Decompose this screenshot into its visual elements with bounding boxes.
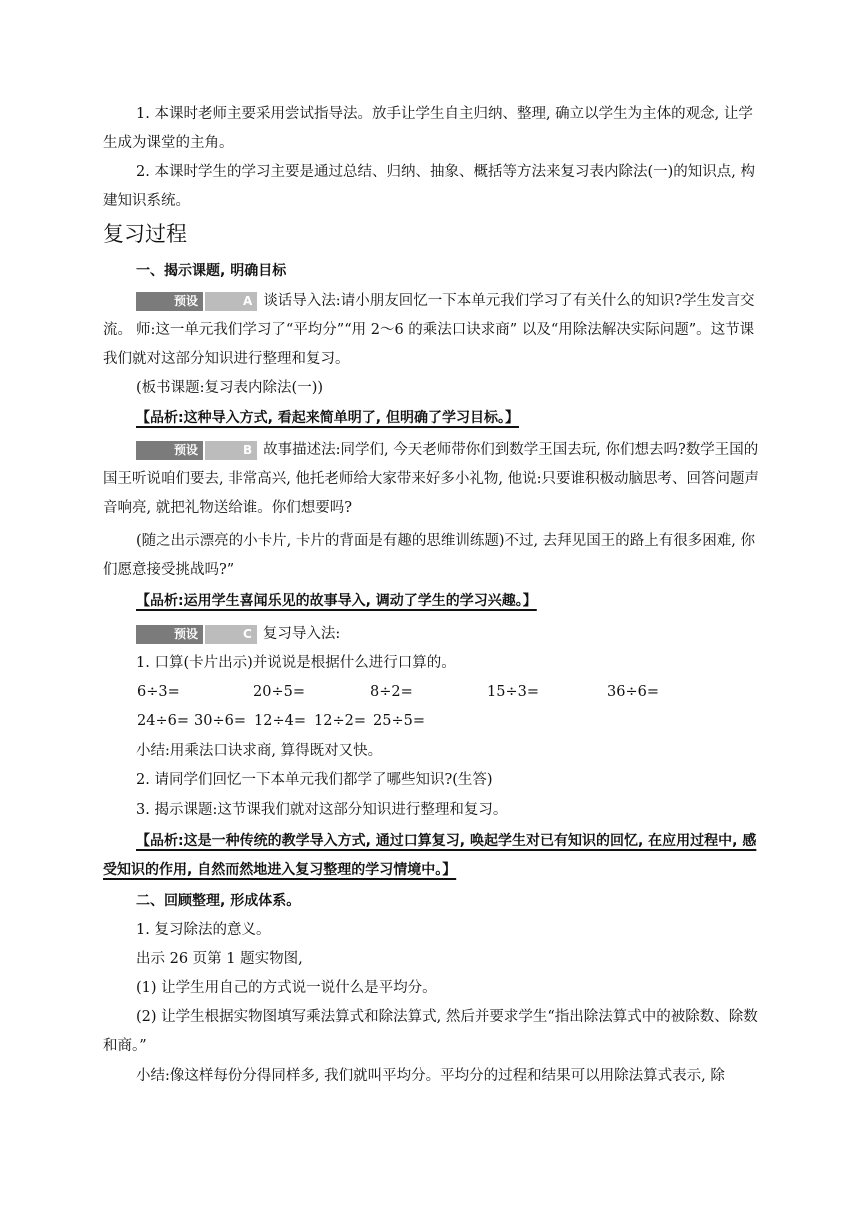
mental-math-problem: 30÷6= [194, 713, 246, 729]
preset-badge-word: 预设 [136, 441, 203, 460]
preset-c-item-1: 1. 口算(卡片出示)并说说是根据什么进行口算的。 [136, 655, 456, 671]
mental-math-problem: 24÷6= [137, 713, 189, 729]
preset-c-note-text: 【品析:这是一种传统的教学导入方式, 通过口算复习, 唤起学生对已有知识的回忆, 在应用过程中, 感受知识的作用, 自然而然地进入复习整理的学习情境中。】 [103, 833, 757, 878]
preset-c-summary: 小结:用乘法口诀求商, 算得既对又快。 [136, 743, 383, 759]
intro-paragraph-2: 2. 本课时学生的学习主要是通过总结、归纳、抽象、概括等方法来复习表内除法(一)的知识点, 构建知识系统。 [103, 164, 755, 209]
preset-badge-word: 预设 [136, 292, 203, 311]
preset-c-text: 复习导入法: [262, 626, 341, 642]
intro-paragraph-1: 1. 本课时老师主要采用尝试指导法。放手让学生自主归纳、整理, 确立以学生为主体的观念, 让学生成为课堂的主角。 [103, 106, 753, 151]
preset-b-badge [136, 441, 257, 460]
preset-a-note [103, 404, 760, 433]
preset-badge-word: 预设 [136, 625, 203, 644]
preset-a-note-text: 【品析:这种导入方式, 看起来简单明了, 但明确了学习目标。】 [136, 410, 519, 426]
part2-item-1: 1. 复习除法的意义。 [136, 922, 271, 938]
part2-sub-1: (1) 让学生用自己的方式说一说什么是平均分。 [136, 980, 437, 996]
preset-b-paragraph-2: (随之出示漂亮的小卡片, 卡片的背面是有趣的思维训练题)不过, 去拜见国王的路上有很多困难, 你们愿意接受挑战吗?” [103, 533, 755, 578]
mental-math-problem: 20÷5= [253, 684, 305, 700]
preset-c-note [103, 827, 760, 885]
preset-c-badge [136, 625, 257, 644]
mental-math-problem: 12÷4= [254, 713, 306, 729]
preset-b-text: 故事描述法:同学们, 今天老师带你们到数学王国去玩, 你们想去吗?数学王国的国王听说咱们要去, 非常高兴, 他托老师给大家带来好多小礼物, 他说:只要谁积极动脑思考、回答问题声音响亮, 就把礼物送给谁。你们想要吗? [103, 442, 760, 516]
preset-badge-letter: C [205, 625, 257, 644]
mental-math-problem: 36÷6= [607, 684, 659, 700]
part2-heading: 二、回顾整理, 形成体系。 [136, 893, 301, 909]
section-title: 复习过程 [103, 222, 187, 246]
mental-math-problem: 8÷2= [370, 684, 413, 700]
preset-badge-letter: B [205, 441, 257, 460]
part2-show: 出示 26 页第 1 题实物图, [136, 951, 303, 967]
part2-summary: 小结:像这样每份分得同样多, 我们就叫平均分。平均分的过程和结果可以用除法算式表示, 除 [136, 1068, 725, 1084]
preset-c-paragraph [103, 620, 760, 649]
mental-math-problem: 25÷5= [373, 713, 425, 729]
preset-b-paragraph [103, 436, 760, 523]
preset-c-item-3: 3. 揭示课题:这节课我们就对这部分知识进行整理和复习。 [136, 802, 508, 818]
preset-a-paragraph-2: 师:这一单元我们学习了“平均分”“用 2～6 的乘法口诀求商” 以及“用除法解决实际问题”。这节课我们就对这部分知识进行整理和复习。 [103, 322, 755, 367]
mental-math-problem: 6÷3= [137, 684, 180, 700]
preset-a-badge [136, 292, 257, 311]
mental-math-problem: 15÷3= [487, 684, 539, 700]
preset-b-note-text: 【品析:运用学生喜闻乐见的故事导入, 调动了学生的学习兴趣。】 [136, 593, 537, 609]
part1-heading: 一、揭示课题, 明确目标 [136, 263, 287, 279]
preset-a-text: 谈话导入法:请小朋友回忆一下本单元我们学习了有关什么的知识?学生发言交流。 [103, 293, 755, 338]
preset-c-item-2: 2. 请同学们回忆一下本单元我们都学了哪些知识?(生答) [136, 772, 493, 788]
preset-a-paragraph-3: (板书课题:复习表内除法(一)) [136, 380, 324, 396]
preset-badge-letter: A [205, 292, 257, 311]
preset-b-note [103, 587, 760, 616]
part2-sub-2: (2) 让学生根据实物图填写乘法算式和除法算式, 然后并要求学生“指出除法算式中的被除数、除数和商。” [103, 1009, 758, 1054]
mental-math-problem: 12÷2= [314, 713, 366, 729]
